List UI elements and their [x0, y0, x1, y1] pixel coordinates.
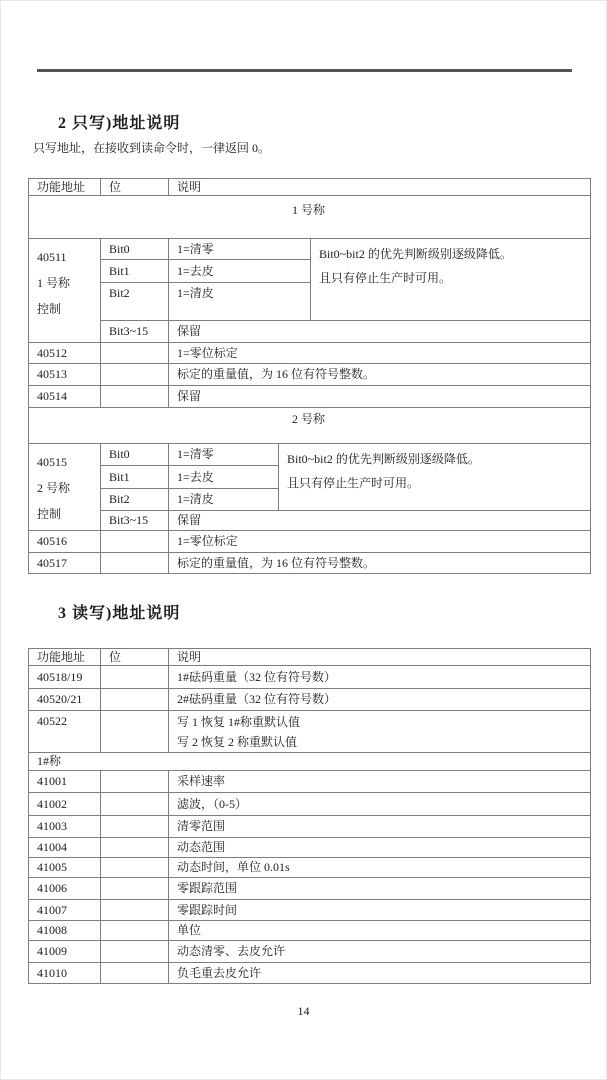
desc-cell: 动态时间，单位 0.01s [169, 858, 591, 878]
desc-cell [169, 711, 591, 753]
bit-cell [101, 364, 169, 386]
addr-cell: 41003 [29, 816, 101, 838]
bit-cell [101, 343, 169, 364]
desc-cell: 保留 [169, 386, 591, 408]
desc-cell: 1=去皮 [169, 466, 279, 489]
bit-cell: Bit2 [101, 283, 169, 321]
header-bit-cell: 位 [101, 649, 169, 666]
bit-cell: Bit1 [101, 466, 169, 489]
desc-cell: 1=零位标定 [169, 343, 591, 364]
desc-cell: 标定的重量值，为 16 位有符号整数。 [169, 553, 591, 574]
desc-cell: 零跟踪范围 [169, 878, 591, 900]
bit-cell [101, 921, 169, 941]
ctrl-addr: 40511 [37, 250, 67, 264]
table-row [29, 771, 591, 793]
desc-cell: 1=去皮 [169, 260, 311, 283]
table-row [29, 689, 591, 711]
bit-cell: Bit1 [101, 260, 169, 283]
table-row [29, 239, 591, 260]
bit-cell [101, 941, 169, 963]
desc-cell: 1=清零 [169, 444, 279, 466]
desc-cell: 2#砝码重量（32 位有符号数） [169, 689, 591, 711]
addr-cell: 40516 [29, 531, 101, 553]
table-row [29, 321, 591, 343]
addr-cell: 40518/19 [29, 666, 101, 689]
table-row [29, 941, 591, 963]
addr-cell: 41007 [29, 900, 101, 921]
bit-cell [101, 793, 169, 816]
scale1-title-row [29, 196, 591, 239]
desc-cell: 单位 [169, 921, 591, 941]
desc-cell: 1=清皮 [169, 489, 279, 511]
note-line2: 且只有停止生产时可用。 [319, 271, 452, 285]
desc-cell: 1=清零 [169, 239, 311, 260]
bit-cell: Bit0 [101, 444, 169, 466]
desc-cell: 零跟踪时间 [169, 900, 591, 921]
table-row [29, 444, 591, 466]
scale1-ctrl-addr-cell [29, 239, 101, 343]
write-only-intro-text: 只写地址，在接收到读命令时，一律返回 0。 [33, 141, 271, 155]
addr-cell: 41002 [29, 793, 101, 816]
table-row [29, 878, 591, 900]
header-bit-cell: 位 [101, 179, 169, 196]
bit-cell [101, 900, 169, 921]
desc-cell: 滤波，（0-5） [169, 793, 591, 816]
desc-cell: 保留 [169, 321, 591, 343]
ctrl-label-line2: 2 号称 [37, 481, 71, 495]
bit-cell: Bit3~15 [101, 321, 169, 343]
scale1-note-cell [311, 239, 591, 321]
addr-cell: 40517 [29, 553, 101, 574]
addr-cell: 41006 [29, 878, 101, 900]
addr-cell: 41009 [29, 941, 101, 963]
addr-cell: 41001 [29, 771, 101, 793]
bit-cell [101, 838, 169, 858]
header-desc-cell: 说明 [169, 649, 591, 666]
table-row [29, 343, 591, 364]
page-number: 14 [297, 1004, 310, 1018]
desc-cell: 动态范围 [169, 838, 591, 858]
addr-cell: 41004 [29, 838, 101, 858]
scale2-title-cell: 2 号称 [29, 408, 591, 444]
bit-cell [101, 553, 169, 574]
header-addr-cell: 功能地址 [29, 649, 101, 666]
bit-cell [101, 963, 169, 984]
ctrl-label-line3: 控制 [37, 302, 62, 316]
desc-cell: 1#砝码重量（32 位有符号数） [169, 666, 591, 689]
desc-cell: 1=零位标定 [169, 531, 591, 553]
table-row [29, 921, 591, 941]
addr-cell: 40520/21 [29, 689, 101, 711]
section-label-cell: 1#称 [29, 753, 591, 771]
desc-cell: 负毛重去皮允许 [169, 963, 591, 984]
table-row [29, 900, 591, 921]
desc-cell: 1=清皮 [169, 283, 311, 321]
table-row [29, 553, 591, 574]
bit-cell [101, 386, 169, 408]
table-row [29, 666, 591, 689]
bit-cell [101, 858, 169, 878]
table-row [29, 858, 591, 878]
read-write-address-table [28, 648, 591, 984]
table-row [29, 531, 591, 553]
bit-cell: Bit2 [101, 489, 169, 511]
bit-cell [101, 666, 169, 689]
addr-cell: 40513 [29, 364, 101, 386]
desc-cell: 采样速率 [169, 771, 591, 793]
desc-cell: 动态清零、去皮允许 [169, 941, 591, 963]
write-only-address-table [28, 178, 591, 574]
scale2-ctrl-addr-cell [29, 444, 101, 531]
note-line2: 且只有停止生产时可用。 [287, 476, 420, 490]
ctrl-label-line2: 1 号称 [37, 276, 71, 290]
bit-cell [101, 878, 169, 900]
bit-cell [101, 711, 169, 753]
ctrl-label-line3: 控制 [37, 507, 62, 521]
table-row [29, 793, 591, 816]
addr-cell: 40512 [29, 343, 101, 364]
table-row [29, 511, 591, 531]
scale2-title-row [29, 408, 591, 444]
table-row [29, 963, 591, 984]
section-heading-write-only: 2 只写)地址说明 [58, 115, 181, 132]
desc-cell: 清零范围 [169, 816, 591, 838]
header-desc-cell: 说明 [169, 179, 591, 196]
addr-cell: 41005 [29, 858, 101, 878]
table-header-row [29, 179, 591, 196]
bit-cell: Bit0 [101, 239, 169, 260]
section-label-row [29, 753, 591, 771]
scale2-note-cell [279, 444, 591, 511]
bit-cell: Bit3~15 [101, 511, 169, 531]
bit-cell [101, 816, 169, 838]
table-header-row [29, 649, 591, 666]
desc-line2: 写 2 恢复 2 称重默认值 [177, 735, 298, 749]
ctrl-addr: 40515 [37, 455, 67, 469]
bit-cell [101, 771, 169, 793]
note-line1: Bit0~bit2 的优先判断级别逐级降低。 [287, 452, 480, 466]
section-heading-read-write: 3 读写)地址说明 [58, 605, 181, 622]
addr-cell: 41010 [29, 963, 101, 984]
addr-cell: 41008 [29, 921, 101, 941]
table-row [29, 711, 591, 753]
addr-cell: 40522 [29, 711, 101, 753]
desc-line1: 写 1 恢复 1#称重默认值 [177, 715, 301, 729]
table-row [29, 816, 591, 838]
bit-cell [101, 689, 169, 711]
scale1-title-cell: 1 号称 [29, 196, 591, 239]
header-rule [37, 69, 572, 72]
addr-cell: 40514 [29, 386, 101, 408]
table-row [29, 838, 591, 858]
header-addr-cell: 功能地址 [29, 179, 101, 196]
table-row [29, 364, 591, 386]
note-line1: Bit0~bit2 的优先判断级别逐级降低。 [319, 247, 512, 261]
desc-cell: 保留 [169, 511, 591, 531]
table-row [29, 386, 591, 408]
bit-cell [101, 531, 169, 553]
desc-cell: 标定的重量值，为 16 位有符号整数。 [169, 364, 591, 386]
